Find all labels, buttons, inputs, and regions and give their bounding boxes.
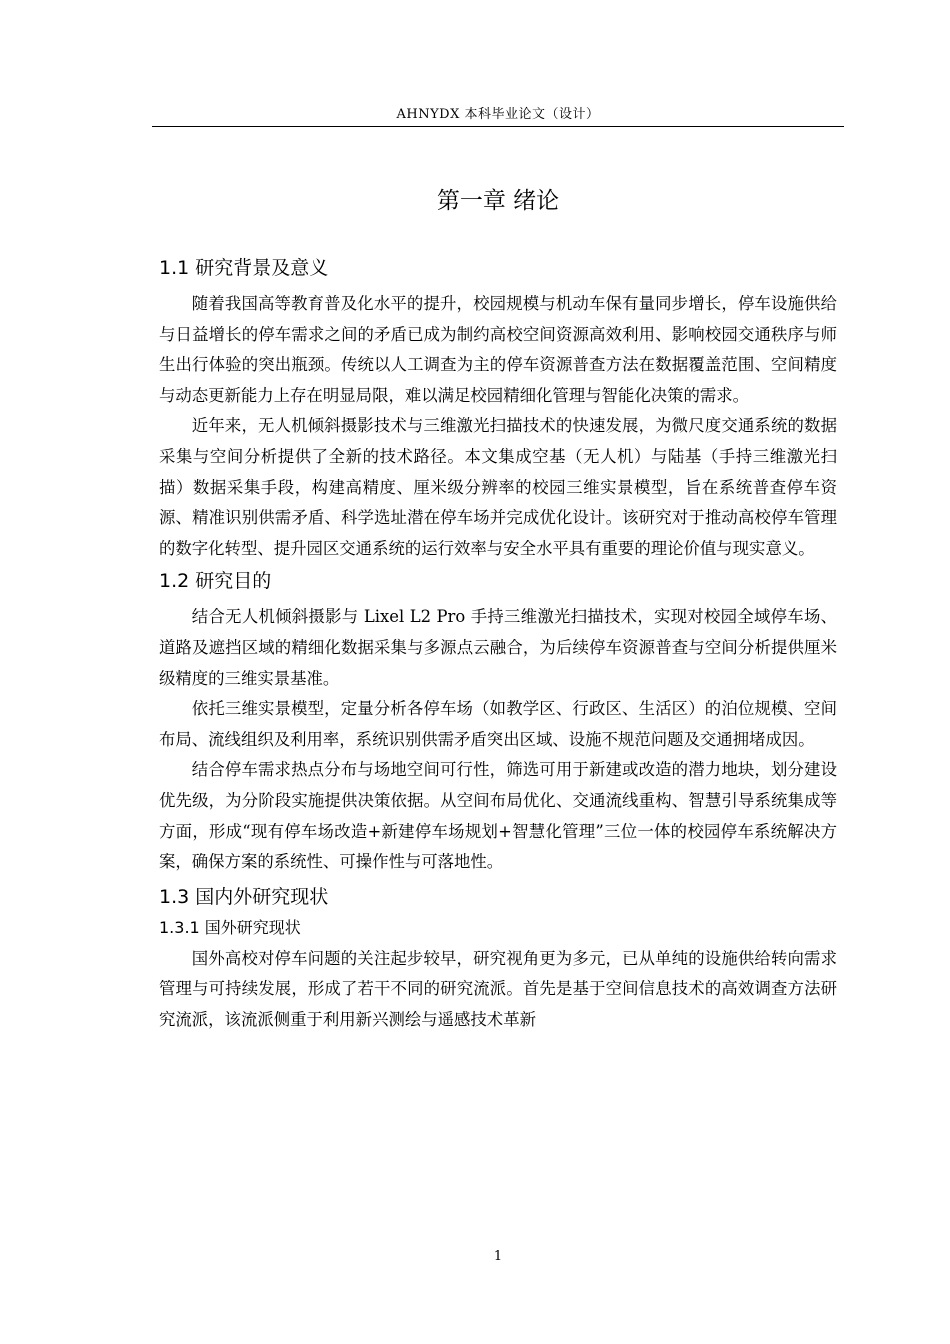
subsection-heading: 1.3.1 国外研究现状 [159,917,301,937]
body-paragraph: 结合停车需求热点分布与场地空间可行性，筛选可用于新建或改造的潜力地块，划分建设优先级，为分阶段实施提供决策依据。从空间布局优化、交通流线重构、智慧引导系统集成等方面，形成“现有停车场改造+新建停车场规划+智慧化管理”三位一体的校园停车系统解决方案，确保方案的系统性、可操作性与可落地性。 [159,760,837,872]
body-paragraph: 近年来，无人机倾斜摄影技术与三维激光扫描技术的快速发展，为微尺度交通系统的数据采集与空间分析提供了全新的技术路径。本文集成空基（无人机）与陆基（手持三维激光扫描）数据采集手段，构建高精度、厘米级分辨率的校园三维实景模型，旨在系统普查停车资源、精准识别供需矛盾、科学选址潜在停车场并完成优化设计。该研究对于推动高校停车管理的数字化转型、提升园区交通系统的运行效率与安全水平具有重要的理论价值与现实意义。 [159,416,837,558]
section-heading: 1.2 研究目的 [159,570,272,593]
body-paragraph: 依托三维实景模型，定量分析各停车场（如教学区、行政区、生活区）的泊位规模、空间布局、流线组织及利用率，系统识别供需矛盾突出区域、设施不规范问题及交通拥堵成因。 [159,699,837,749]
section-heading: 1.1 研究背景及意义 [159,257,329,279]
running-header: AHNYDX 本科毕业论文（设计） [396,107,600,122]
chapter-title: 第一章 绪论 [436,188,560,214]
page-number: 1 [493,1249,503,1264]
section-heading: 1.3 国内外研究现状 [159,885,329,908]
body-paragraph: 结合无人机倾斜摄影与 Lixel L2 Pro 手持三维激光扫描技术，实现对校园全域停车场、道路及遮挡区域的精细化数据采集与多源点云融合，为后续停车资源普查与空间分析提供厘米级精度的三维实景基准。 [159,607,837,688]
body-paragraph: 随着我国高等教育普及化水平的提升，校园规模与机动车保有量同步增长，停车设施供给与日益增长的停车需求之间的矛盾已成为制约高校空间资源高效利用、影响校园交通秩序与师生出行体验的突出瓶颈。传统以人工调查为主的停车资源普查方法在数据覆盖范围、空间精度与动态更新能力上存在明显局限，难以满足校园精细化管理与智能化决策的需求。 [159,294,837,405]
header-divider [152,126,844,127]
body-paragraph: 国外高校对停车问题的关注起步较早，研究视角更为多元，已从单纯的设施供给转向需求管理与可持续发展，形成了若干不同的研究流派。首先是基于空间信息技术的高效调查方法研究流派，该流派侧重于利用新兴测绘与遥感技术革新 [159,948,837,1029]
document-body [159,253,837,1035]
